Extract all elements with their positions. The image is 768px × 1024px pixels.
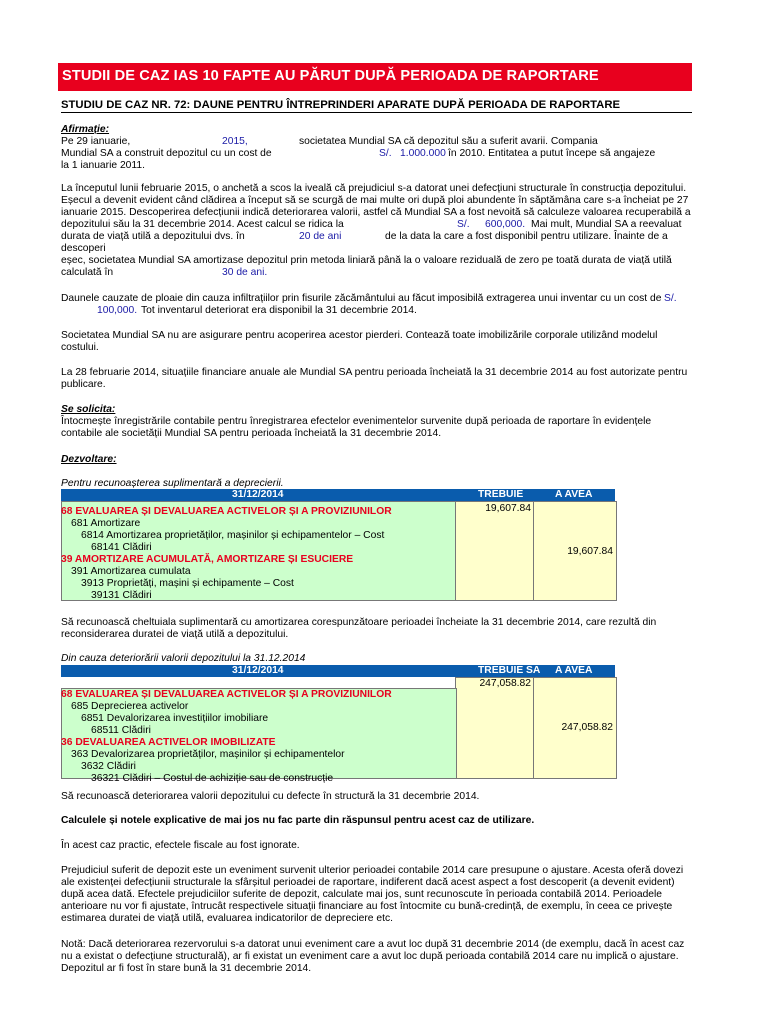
- paragraph-line: Notă: Dacă deteriorarea rezervorului s-a datorat unui eveniment care a avut loc după 31 decembrie 2014 (de exemplu, dacă în acest caz: [61, 939, 685, 950]
- paragraph-line: calculată în: [61, 267, 114, 278]
- table2-account-row: 6851 Devalorizarea investițiilor imobiliare: [81, 713, 269, 724]
- table1-debit-amount: 19,607.84: [485, 503, 531, 514]
- recoverable-value: 600,000.: [485, 219, 526, 230]
- paragraph-line: costului.: [61, 342, 99, 353]
- recoverable-currency: S/.: [457, 219, 470, 230]
- paragraph-line: Daunele cauzate de ploaie din cauza infiltrațiilor prin fisurile zăcământului au făcut imposibilă extragerea unui inventar cu un cost de: [61, 293, 662, 304]
- table2-col-credit: A AVEA: [555, 665, 593, 676]
- table2-account-row: 363 Devalorizarea proprietăților, mașinilor și echipamentelor: [71, 749, 345, 760]
- paragraph-line: Mai mult, Mundial SA a reevaluat: [531, 219, 682, 230]
- table1-account-row: 391 Amortizarea cumulata: [71, 566, 191, 577]
- table2-debit-column: [455, 677, 535, 779]
- inventory-currency: S/.: [664, 293, 677, 304]
- useful-life-old: 30 de ani.: [222, 267, 268, 278]
- table1-account-row: 39131 Clădiri: [91, 590, 152, 601]
- table2-caption: Din cauza deteriorării valorii depozitului la 31.12.2014: [61, 653, 306, 664]
- dezvoltare-heading: Dezvoltare:: [61, 454, 117, 465]
- table1-account-row: 6814 Amortizarea proprietăților, mașinilor și echipamentelor – Cost: [81, 530, 385, 541]
- table2-account-row: 36 DEVALUAREA ACTIVELOR IMOBILIZATE: [61, 737, 276, 748]
- title-banner: [58, 63, 692, 91]
- table1-credit-amount: 19,607.84: [567, 546, 613, 557]
- paragraph-line: În acest caz practic, efectele fiscale au fost ignorate.: [61, 840, 300, 851]
- paragraph-line: Întocmește înregistrările contabile pentru înregistrarea efectelor evenimentelor survenite după perioada de raportare în evidențele: [61, 416, 652, 427]
- paragraph-line: ianuarie 2015. Descoperirea defecțiunii indică deteriorarea valorii, astfel că Mundial SA a fost nevoită să calculeze valoarea recuperabilă a: [61, 207, 691, 218]
- table1-col-credit: A AVEA: [555, 489, 593, 500]
- paragraph-line: La începutul lunii februarie 2015, o anchetă a scos la iveală că prejudiciul s-a datorat unei defecțiuni structurale în construcția depozitului.: [61, 183, 687, 194]
- afirmatie-text: Mundial SA a construit depozitul cu un cost de: [61, 148, 272, 159]
- table2-account-row: 3632 Clădiri: [81, 761, 136, 772]
- afirmatie-text: Pe 29 ianuarie,: [61, 136, 131, 147]
- paragraph-line: de la data la care a fost disponibil pentru utilizare. Înainte de a: [385, 231, 668, 242]
- table1-col-debit: TREBUIE: [478, 489, 524, 500]
- useful-life-new: 20 de ani: [299, 231, 342, 242]
- page-title: STUDII DE CAZ IAS 10 FAPTE AU PĂRUT DUPĂ PERIOADA DE RAPORTARE: [62, 68, 599, 84]
- paragraph-line: contabile ale societății Mundial SA pentru perioada încheiată la 31 decembrie 2014.: [61, 428, 442, 439]
- paragraph-line: estimarea duratei de viață utilă, evaluarea indicatorilor de depreciere etc.: [61, 913, 393, 924]
- table2-account-row: 68 EVALUAREA ȘI DEVALUAREA ACTIVELOR ȘI A PROVIZIUNILOR: [61, 689, 392, 700]
- table2-debit-amount: 247,058.82: [479, 678, 531, 689]
- paragraph-line: Să recunoască deteriorarea valorii depozitului cu defecte în structură la 31 decembrie 2014.: [61, 791, 480, 802]
- afirmatie-text: la 1 ianuarie 2011.: [61, 160, 145, 171]
- table2-account-row: 36321 Clădiri – Costul de achiziție sau de construcție: [91, 773, 334, 784]
- paragraph-line: descoperi: [61, 243, 106, 254]
- paragraph-line: Să recunoască cheltuiala suplimentară cu amortizarea corespunzătoare perioadei încheiate la 31 decembrie 2014, care rezultă din: [61, 617, 657, 628]
- paragraph-line: ale existenței defecțiunii structurale la sfârșitul perioadei de raportare, indiferent dacă acest aspect a fost descoperit (a devenit evident): [61, 877, 675, 888]
- paragraph-line: după acea dată. Efectele prejudiciilor suferite de depozit, calculate mai jos, sunt recunoscute în perioada contabilă 2014. Perioadele: [61, 889, 663, 900]
- inventory-cost: 100,000.: [97, 305, 138, 316]
- paragraph-line: publicare.: [61, 379, 106, 390]
- paragraph-line: depozitului său la 31 decembrie 2014. Acest calcul se ridica la: [61, 219, 344, 230]
- paragraph-line: nu a existat o defecțiune structurală), ar fi existat un eveniment care a avut loc după perioada contabilă 2014 care nu implică o ajustare.: [61, 951, 679, 962]
- afirmatie-text: în 2010. Entitatea a putut începe să angajeze: [448, 148, 656, 159]
- table2-date: 31/12/2014: [232, 665, 284, 676]
- afirmatie-cost: 1.000.000: [400, 148, 446, 159]
- table1-caption: Pentru recunoașterea suplimentară a deprecierii.: [61, 478, 284, 489]
- table1-account-row: 68141 Clădiri: [91, 542, 152, 553]
- table1-account-row: 3913 Proprietăți, mașini și echipamente – Cost: [81, 578, 294, 589]
- table2-credit-amount: 247,058.82: [561, 722, 613, 733]
- paragraph-line: eșec, societatea Mundial SA amortizase depozitul prin metoda liniară până la o valoare reziduală de zero pe toată durata de viață utilă: [61, 255, 672, 266]
- table2-account-row: 68511 Clădiri: [91, 725, 151, 736]
- afirmatie-currency: S/.: [379, 148, 392, 159]
- afirmatie-heading: Afirmație:: [61, 124, 110, 135]
- paragraph-line: Eșecul a devenit evident când clădirea a început să se scurgă de mai multe ori după ploi abundente în săptămâna care s-a încheiat pe 27: [61, 195, 689, 206]
- paragraph-line: anterioare nu vor fi ajustate, întrucât respectivele situații financiare au fost întocmite cu bună-credință, de exemplu, în ceea ce privește: [61, 901, 673, 912]
- case-subtitle: STUDIU DE CAZ NR. 72: DAUNE PENTRU ÎNTREPRINDERI APARATE DUPĂ PERIOADA DE RAPORTARE: [61, 99, 692, 113]
- afirmatie-text: societatea Mundial SA că depozitul său a suferit avarii. Compania: [299, 136, 598, 147]
- solicita-heading: Se solicita:: [61, 404, 116, 415]
- table2-account-row: 685 Deprecierea activelor: [71, 701, 189, 712]
- paragraph-line: La 28 februarie 2014, situațiile financiare anuale ale Mundial SA pentru perioada încheiată la 31 decembrie 2014 au fost autorizate pentru: [61, 367, 688, 378]
- table1-debit-column: [455, 501, 535, 601]
- afirmatie-year: 2015,: [222, 136, 248, 147]
- table1-account-row: 681 Amortizare: [71, 518, 141, 529]
- table1-date: 31/12/2014: [232, 489, 284, 500]
- bold-note: Calculele și notele explicative de mai jos nu fac parte din răspunsul pentru acest caz de utilizare.: [61, 815, 535, 826]
- paragraph-line: reconsiderarea duratei de viață utilă a depozitului.: [61, 629, 289, 640]
- paragraph-line: durata de viață utilă a depozitului dvs. în: [61, 231, 245, 242]
- table2-header: [61, 665, 615, 677]
- paragraph-line: Societatea Mundial SA nu are asigurare pentru acoperirea acestor pierderi. Contează toate imobilizările corporale utilizând modelul: [61, 330, 658, 341]
- table1-account-row: 39 AMORTIZARE ACUMULATĂ, AMORTIZARE ȘI ESUCIERE: [61, 554, 354, 565]
- table2-col-debit: TREBUIE SA: [478, 665, 541, 676]
- paragraph-line: Depozitul ar fi fost în stare bună la 31 decembrie 2014.: [61, 963, 312, 974]
- paragraph-line: Prejudiciul suferit de depozit este un eveniment survenit ulterior perioadei contabile 2014 care presupune o ajustare. Acesta oferă dovezi: [61, 865, 684, 876]
- paragraph-line: Tot inventarul deteriorat era disponibil la 31 decembrie 2014.: [141, 305, 417, 316]
- table1-account-row: 68 EVALUAREA ȘI DEVALUAREA ACTIVELOR ȘI A PROVIZIUNILOR: [61, 506, 392, 517]
- table1-header: [61, 489, 615, 501]
